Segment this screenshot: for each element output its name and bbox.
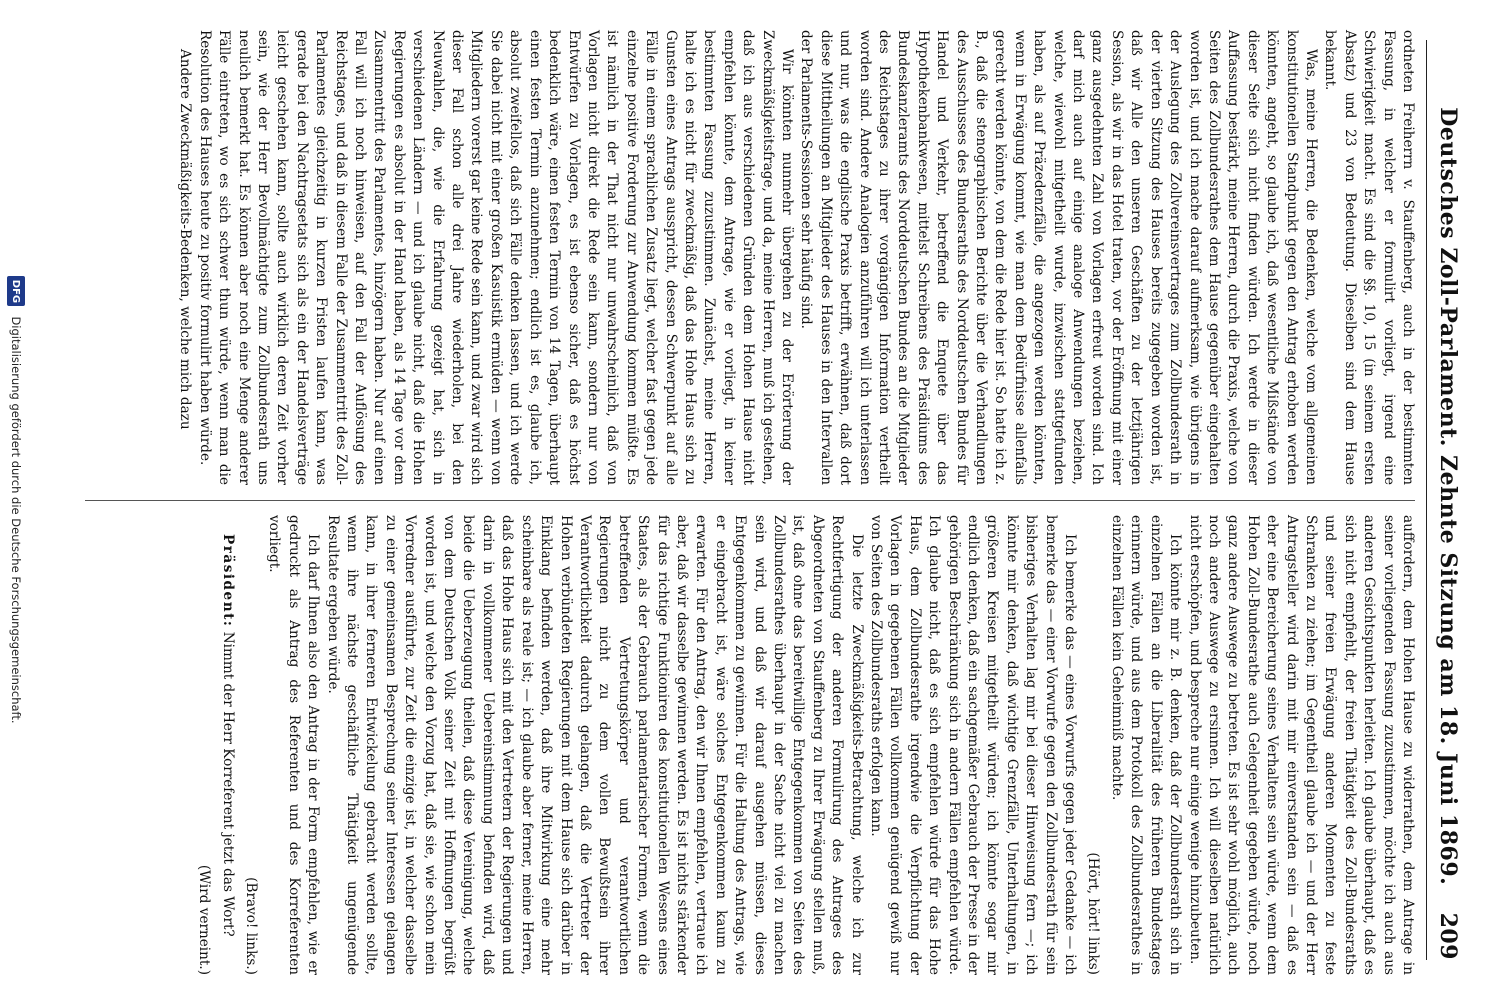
left-text-column	[175, 30, 1417, 485]
paragraph: Die letzte Zweckmäßigkeits-Betrachtung, welche ich zur Rechtfertigung der anderen Formulirung des Antrages des Abgeordneten von Stauffenberg zu Ihrer Erwägung stellen muß, ist, daß ohne das bereitwillige Entgegenkommen von Seiten des Zollbundesrathes überhaupt in der Sache nicht viel zu machen sein wird, und daß wir darauf ausgehen müssen, dieses Entgegenkommen zu gewinnen. Für die Haltung des Antrags, wie er eingebracht ist, wäre solches Entgegenkommen kaum zu erwarten. Für den Antrag, den wir Ihnen empfehlen, vertraue ich aber, daß wir dasselbe gewinnen werden. Es ist nichts stärkender für das richtige Funktioniren des konstitutionellen Wesens eines Staates, als der Gebrauch parlamentarischer Formen, wenn die betreffenden Vertretungskörper und verantwortlichen Regierungen nicht zu dem vollen Bewußtsein ihrer Verantwortlichkeit dadurch gelangen, daß die Vertreter der Hohen verbündeten Regierungen mit dem Hause sich darüber in Einklang befinden werden, daß ihre Mitwirkung eine mehr scheinbare als reale ist; — ich glaube aber ferner, meine Herren, daß das Hohe Haus sich mit den Vertretern der Regierungen und darin in vollkommener Uebereinstimmung befinden wird, daß beide die Ueberzeugung theilen, daß diese Vereinigung, welche von dem Deutschen Volk seiner Zeit mit Hoffnungen begrüßt worden ist, und welche den Vorzug hat, daß sie, wie schon mein Vorredner ausführte, zur Zeit die einzige ist, in welcher dasselbe zu einer gemeinsamen Besprechung seiner Interessen gelangen kann, in ihrer ferneren Entwickelung gebracht werden sollte, wenn ihre nächste geschäftliche Thätigkeit ungenügende Resultate ergeben würde.	[324, 515, 865, 975]
speaker-paragraph	[217, 515, 236, 975]
interjection: (Hört, hört! links)	[1085, 852, 1102, 975]
paragraph: Was, meine Herren, die Bedenken, welche vom allgemeinen konstitutionellen Standpunkt gegen den Antrag erhoben werden könnten, angeht, so glaube ich, daß wesentliche Mißstände von dieser Seite sich nicht finden würden. Ich werde in dieser Auffassung bestärkt, meine Herren, durch die Praxis, welche von Seiten des Zollbundesrathes dem Hause gegenüber eingehalten worden ist, und ich mache darauf aufmerksam, wie übrigens in der Auslegung des Zollvereinsvertrages zum Zollbundesrath in der vierten Sitzung des Hauses bereits zugegeben worden ist, daß wir Alle den unseren Geschäften zu der letztjährigen Session, als wir in das Hotel traten, vor der Eröffnung mit einer ganz ausgedehnten Zahl von Vorlagen erfreut worden sind. Ich darf mich auch auf einige analoge Anwendungen beziehen, welche, wiewohl mitgetheilt wurde, inzwischen stattgefunden haben, als auf Präzedenzfälle, die angezogen werden könnten, wenn in Erwägung kommt, wie man dem Bedürfnisse allenfalls gerecht werden könnte, von dem die Rede hier ist. So hatte ich z. B., daß die stenographischen Berichte über die Verhandlungen des Ausschusses des Bundesraths des Norddeutschen Bundes für Handel und Verkehr, betreffend die Enquete über das Hypothekenbankwesen, mittelst Schreibens des Präsidiums des Bundeskanzleramts des Norddeutschen Bundes an die Mitglieder des Reichstages zu ihrer vorgängigen Information vertheilt worden sind. Andere Analogien anzuführen will ich unterlassen und nur, was die englische Praxis betrifft, erwähnen, daß dort diese Mittheilungen an Mitglieder des Hauses in den Intervallen der Parlaments-Sessionen sehr häufig sind.	[798, 30, 1319, 485]
running-header	[1431, 40, 1465, 960]
interjection: (Bravo! links.)	[243, 877, 260, 975]
speaker-text: Nimmt der Herr Korreferent jetzt das Wort?	[219, 631, 236, 937]
paragraph: Wir könnten nunmehr übergehen zu der Erörterung der Zweckmäßigkeitsfrage, und da, meine Herren, muß ich gestehen, daß ich aus verschiedenen Gründen dem Hohen Hause nicht empfehlen könnte, dem Antrage, wie er vorliegt, in keiner bestimmten Fassung zuzustimmen. Zunächst, meine Herren, halte ich es nicht für zweckmäßig, daß das Hohe Haus sich zu Gunsten eines Antrags ausspricht, dessen Schwerpunkt auf alle Fälle in einem sprachlichen Zusatz liegt, welcher fast gegen jede einzelne positive Forderung zur Anwendung kommen müßte. Es ist nämlich in der That nicht nur unwahrscheinlich, daß von Vorlagen nicht direkt die Rede sein kann, sondern nur von Entwürfen zu Vorlagen, es ist ebenso sicher, daß es höchst bedenklich wäre, einen festen Termin von 14 Tagen, überhaupt einen festen Termin anzunehmen; endlich ist es, glaube ich, absolut zweifellos, daß sich Fälle denken lassen, und ich werde Sie dabei nicht mit einer großen Kasuistik ermüden — wenn von Mitgliedern vorerst gar keine Rede sein kann, und zwar wird sich dieser Fall schon alle drei Jahre wiederholen, bei den Neuwahlen, die, wie die Erfahrung gezeigt hat, sich in verschiedenen Ländern — und ich glaube nicht, daß die Hohen Regierungen es absolut in der Hand haben, als 14 Tage vor dem Zusammentritt des Parlamentes, hinzögern haben. Nur auf einen Fall will ich noch hinweisen, auf den Fall der Auflösung des Reichstages, und daß in diesem Falle der Zusammentritt des Zoll-Parlamentes gleichzeitig in kurzen Fristen laufen kann, was gerade bei den Nachtragsetats sich als ein der Handelsverträge leicht geschehen kann, sollte auch wirklich deren Zeit vorher sein, wie der Herr Bevollmächtigte zum Zollbundesrath uns neulich bemerkt hat. Es können aber noch eine Menge anderer Fälle eintreten, wo es sich schwer thun würde, wenn man die Resolution des Hauses heute zu positiv formulirt haben würde.	[196, 30, 795, 486]
interjection: (Wird verneint.)	[196, 864, 213, 975]
paragraph: Ich bemerke das — eines Vorwurfs gegen jeder Gedanke — ich bemerke das — einer Vorwurfe gegen den Zollbundesrath für sein bisheriges Verhalten lag mir bei dieser Hinweisung fern —; ich könnte mir denken, daß wichtige Grenzfälle, Unterhaltungen, in größeren Kreisen mitgetheilt würden; ich könnte sogar mir endlich denken, daß ein sachgemäßer Gebrauch der Presse in der gehörigen Beschränkung sich in andern Fällen empfehlen würde. Ich glaube nicht, daß es sich empfehlen würde für das Hohe Haus, dem Zollbundesrathe irgendwie die Verpflichtung der Vorlagen in gegebenen Fällen vollkommen genügend gewiß nur von Seiten des Zollbundesraths erfolgen kann.	[868, 515, 1079, 975]
column-divider	[85, 500, 1415, 501]
paragraph: Ich darf Ihnen also den Antrag in der Form empfehlen, wie er gedruckt als Antrag des Referenten und des Korreferenten vorliegt.	[266, 515, 322, 975]
dfg-logo: DFG	[7, 276, 25, 306]
paragraph: auffordern, dem Hohen Hause zu widerrathen, dem Antrage in seiner vorliegenden Fassung zuzustimmen, möchte ich auch aus anderen Gesichtspunkten herleiten. Ich glaube überhaupt, daß es sich nicht empfiehlt, der freien Thätigkeit des Zoll-Bundesraths und seiner freien Erwägung anderen Momenten zu feste Schranken zu ziehen; im Gegentheil glaube ich — und der Herr Antragsteller wird darin mit mir einverstanden sein — daß es eher eine Bereicherung seines Verhaltens sein würde, wenn dem Hohen Zoll-Bundesrathe auch Gelegenheit gegeben würde, noch ganz andere Auswege zu betreten. Es ist sehr wohl möglich, auch noch andere Auswege zu ersinnen. Ich will dieselben natürlich nicht erschöpfen, und bespreche nur einige wenige hinzubeuten.	[1186, 515, 1416, 975]
digitization-footer	[7, 0, 25, 1000]
page-number: 209	[1435, 912, 1461, 960]
speaker-name: Präsident:	[219, 534, 236, 628]
right-text-column	[190, 515, 1417, 975]
paragraph: ordneten Freiherrn v. Stauffenberg, auch in der bestimmten Fassung, in welcher er formulirt vorliegt, irgend eine Schwierigkeit macht. Es sind die §§. 10, 15 (in seinem ersten Absatz) und 23 von Bedeutung. Dieselben sind dem Hause bekannt.	[1322, 30, 1416, 485]
header-rule	[1426, 40, 1427, 960]
paragraph: Ich könnte mir z. B. denken, daß der Zollbundesrath sich in einzelnen Fällen an die Liberalität des früheren Bundestages erinnern würde, und aus dem Protokoll des Zollbundesrathes in einzelnen Fällen kein Geheimniß machte.	[1108, 515, 1184, 975]
page-title: Deutsches Zoll-Parlament. Zehnte Sitzung am 18. Juni 1869.	[1435, 107, 1461, 886]
paragraph: Andere Zweckmäßigkeits-Bedenken, welche mich dazu	[177, 49, 194, 430]
digitization-note: Digitalisierung gefördert durch die Deutsche Forschungsgemeinschaft.	[9, 316, 23, 724]
